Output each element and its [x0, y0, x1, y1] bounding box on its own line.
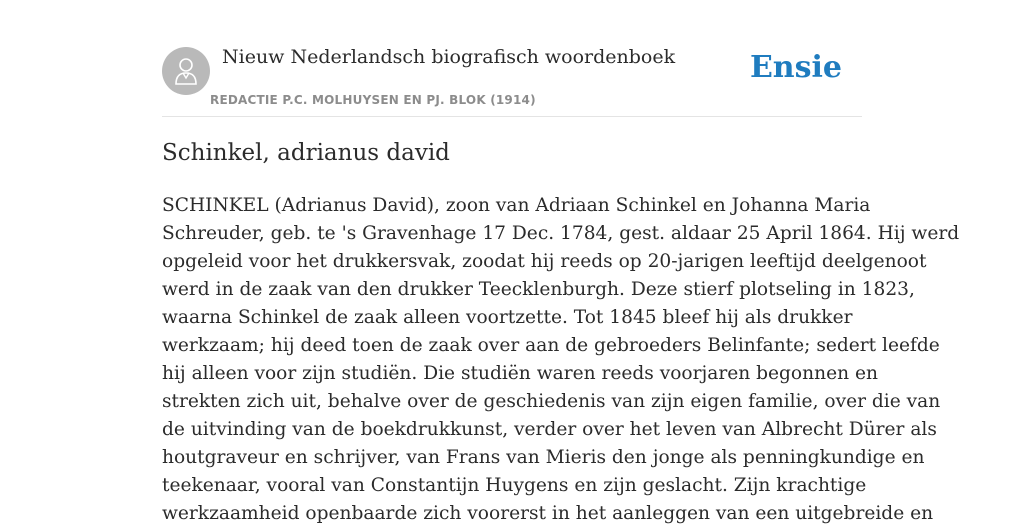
article-line: werkzaamheid openbaarde zich voorerst in het aanleggen van een uitgebreide en: [162, 503, 934, 524]
article-line: teekenaar, vooral van Constantijn Huygens en zijn geslacht. Zijn krachtige: [162, 475, 867, 496]
article-line: Schreuder, geb. te 's Gravenhage 17 Dec. 1784, gest. aldaar 25 April 1864. Hij werd: [162, 223, 960, 244]
article-line: strekten zich uit, behalve over de geschiedenis van zijn eigen familie, over die van: [162, 391, 941, 412]
brand-logo[interactable]: Ensie: [749, 50, 842, 85]
article-title: Schinkel, adrianus david: [162, 140, 450, 166]
article-line: SCHINKEL (Adrianus David), zoon van Adriaan Schinkel en Johanna Maria: [162, 195, 871, 216]
article-line: houtgraveur en schrijver, van Frans van Mieris den jonge als penningkundige en: [162, 447, 925, 468]
article-line: opgeleid voor het drukkersvak, zoodat hij reeds op 20-jarigen leeftijd deelgenoot: [162, 251, 927, 272]
source-header: [162, 46, 862, 117]
article-body: [162, 192, 960, 528]
article-line: werd in de zaak van den drukker Teecklenburgh. Deze stierf plotseling in 1823,: [162, 279, 915, 300]
source-editor: REDACTIE P.C. MOLHUYSEN EN PJ. BLOK (1914): [210, 93, 536, 107]
article-line: hij alleen voor zijn studiën. Die studiën waren reeds voorjaren begonnen en: [162, 363, 878, 384]
article-line: waarna Schinkel de zaak alleen voortzette. Tot 1845 bleef hij als drukker: [162, 307, 853, 328]
article-line: de uitvinding van de boekdrukkunst, verder over het leven van Albrecht Dürer als: [162, 419, 937, 440]
avatar[interactable]: [162, 47, 210, 95]
article-line: werkzaam; hij deed toen de zaak over aan de gebroeders Belinfante; sedert leefde: [162, 335, 940, 356]
user-icon: [174, 57, 198, 85]
source-title[interactable]: Nieuw Nederlandsch biografisch woordenboek: [222, 46, 676, 68]
